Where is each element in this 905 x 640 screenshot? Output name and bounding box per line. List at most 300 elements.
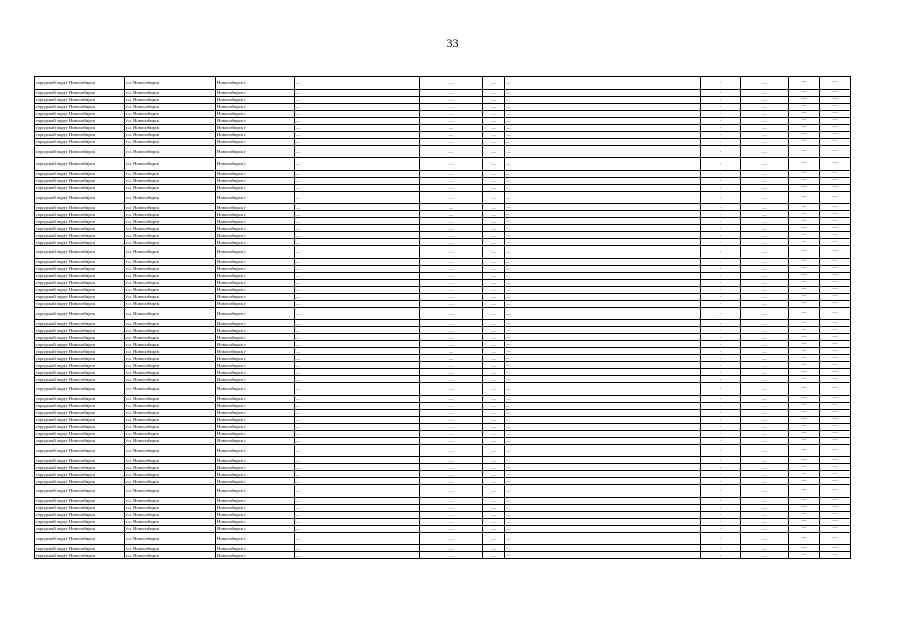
build-year-cell: — (483, 77, 505, 90)
end-year-cell: — (820, 334, 851, 341)
municipality-cell: городской округ Новосибирск (35, 457, 125, 464)
house-number-cell: — (420, 138, 483, 145)
cost-cell: - (701, 293, 741, 300)
build-year-cell: — (483, 218, 505, 225)
cost-cell: - (701, 170, 741, 177)
table-row (35, 334, 851, 341)
build-year-cell: — (483, 471, 505, 478)
build-year-cell: — (483, 293, 505, 300)
work-type-cell: — (505, 334, 701, 341)
cost-method-cell: — (741, 184, 789, 191)
settlement-cell: Новосибирск г (216, 191, 295, 204)
cost-method-cell: — (741, 383, 789, 396)
cost-method-cell: — (741, 89, 789, 96)
start-year-cell: — (789, 131, 820, 138)
cost-method-cell: — (741, 464, 789, 471)
table-row (35, 246, 851, 259)
cost-cell: - (701, 464, 741, 471)
street-cell: — (295, 170, 420, 177)
municipality-cell: городской округ Новосибирск (35, 307, 125, 320)
work-type-cell: — (505, 89, 701, 96)
start-year-cell: — (789, 369, 820, 376)
capital-repair-table (34, 76, 851, 559)
cost-cell: - (701, 204, 741, 211)
settlement-cell: Новосибирск г (216, 355, 295, 362)
work-type-cell: — (505, 511, 701, 518)
city-district-cell: г.о. Новосибирск (125, 355, 216, 362)
street-cell: — (295, 437, 420, 444)
settlement-cell: Новосибирск г (216, 225, 295, 232)
start-year-cell: — (789, 293, 820, 300)
table-row (35, 532, 851, 545)
work-type-cell: — (505, 204, 701, 211)
settlement-cell: Новосибирск г (216, 348, 295, 355)
table-row (35, 89, 851, 96)
work-type-cell: — (505, 191, 701, 204)
house-number-cell: — (420, 457, 483, 464)
street-cell: — (295, 545, 420, 552)
work-type-cell: — (505, 376, 701, 383)
city-district-cell: г.о. Новосибирск (125, 184, 216, 191)
street-cell: — (295, 272, 420, 279)
work-type-cell: — (505, 478, 701, 485)
house-number-cell: — (420, 131, 483, 138)
city-district-cell: г.о. Новосибирск (125, 362, 216, 369)
cost-cell: - (701, 376, 741, 383)
cost-cell: - (701, 103, 741, 110)
street-cell: — (295, 511, 420, 518)
end-year-cell: — (820, 272, 851, 279)
work-type-cell: — (505, 545, 701, 552)
end-year-cell: — (820, 204, 851, 211)
city-district-cell: г.о. Новосибирск (125, 430, 216, 437)
street-cell: — (295, 423, 420, 430)
city-district-cell: г.о. Новосибирск (125, 158, 216, 171)
build-year-cell: — (483, 369, 505, 376)
build-year-cell: — (483, 184, 505, 191)
start-year-cell: — (789, 341, 820, 348)
end-year-cell: — (820, 96, 851, 103)
work-type-cell: — (505, 211, 701, 218)
end-year-cell: — (820, 300, 851, 307)
cost-cell: - (701, 96, 741, 103)
street-cell: — (295, 362, 420, 369)
cost-method-cell: — (741, 511, 789, 518)
work-type-cell: — (505, 272, 701, 279)
start-year-cell: — (789, 286, 820, 293)
cost-method-cell: — (741, 225, 789, 232)
cost-method-cell: — (741, 423, 789, 430)
cost-method-cell: — (741, 457, 789, 464)
house-number-cell: — (420, 89, 483, 96)
start-year-cell: — (789, 300, 820, 307)
municipality-cell: городской округ Новосибирск (35, 124, 125, 131)
cost-method-cell: — (741, 293, 789, 300)
cost-cell: - (701, 497, 741, 504)
cost-method-cell: — (741, 307, 789, 320)
cost-method-cell: — (741, 341, 789, 348)
cost-method-cell: — (741, 239, 789, 246)
cost-cell: - (701, 320, 741, 327)
street-cell: — (295, 471, 420, 478)
city-district-cell: г.о. Новосибирск (125, 204, 216, 211)
build-year-cell: — (483, 246, 505, 259)
cost-cell: - (701, 177, 741, 184)
end-year-cell: — (820, 383, 851, 396)
municipality-cell: городской округ Новосибирск (35, 341, 125, 348)
table-row (35, 478, 851, 485)
end-year-cell: — (820, 103, 851, 110)
cost-method-cell: — (741, 117, 789, 124)
street-cell: — (295, 204, 420, 211)
build-year-cell: — (483, 341, 505, 348)
cost-method-cell: — (741, 334, 789, 341)
municipality-cell: городской округ Новосибирск (35, 518, 125, 525)
house-number-cell: — (420, 239, 483, 246)
house-number-cell: — (420, 293, 483, 300)
city-district-cell: г.о. Новосибирск (125, 348, 216, 355)
cost-method-cell: — (741, 110, 789, 117)
end-year-cell: — (820, 552, 851, 559)
street-cell: — (295, 485, 420, 498)
city-district-cell: г.о. Новосибирск (125, 383, 216, 396)
build-year-cell: — (483, 416, 505, 423)
cost-method-cell: — (741, 362, 789, 369)
table-row (35, 511, 851, 518)
city-district-cell: г.о. Новосибирск (125, 77, 216, 90)
street-cell: — (295, 138, 420, 145)
build-year-cell: — (483, 177, 505, 184)
work-type-cell: — (505, 131, 701, 138)
municipality-cell: городской округ Новосибирск (35, 239, 125, 246)
build-year-cell: — (483, 117, 505, 124)
cost-method-cell: — (741, 138, 789, 145)
work-type-cell: — (505, 279, 701, 286)
street-cell: — (295, 383, 420, 396)
municipality-cell: городской округ Новосибирск (35, 145, 125, 158)
end-year-cell: — (820, 471, 851, 478)
cost-cell: - (701, 383, 741, 396)
settlement-cell: Новосибирск г (216, 545, 295, 552)
build-year-cell: — (483, 204, 505, 211)
work-type-cell: — (505, 471, 701, 478)
municipality-cell: городской округ Новосибирск (35, 258, 125, 265)
build-year-cell: — (483, 402, 505, 409)
street-cell: — (295, 518, 420, 525)
work-type-cell: — (505, 265, 701, 272)
settlement-cell: Новосибирск г (216, 402, 295, 409)
work-type-cell: — (505, 532, 701, 545)
start-year-cell: — (789, 471, 820, 478)
build-year-cell: — (483, 430, 505, 437)
table-row (35, 362, 851, 369)
city-district-cell: г.о. Новосибирск (125, 327, 216, 334)
city-district-cell: г.о. Новосибирск (125, 497, 216, 504)
end-year-cell: — (820, 416, 851, 423)
build-year-cell: — (483, 464, 505, 471)
table-row (35, 239, 851, 246)
cost-method-cell: — (741, 191, 789, 204)
city-district-cell: г.о. Новосибирск (125, 124, 216, 131)
end-year-cell: — (820, 457, 851, 464)
house-number-cell: — (420, 525, 483, 532)
work-type-cell: — (505, 103, 701, 110)
settlement-cell: Новосибирск г (216, 383, 295, 396)
end-year-cell: — (820, 320, 851, 327)
cost-cell: - (701, 89, 741, 96)
cost-method-cell: — (741, 518, 789, 525)
build-year-cell: — (483, 110, 505, 117)
house-number-cell: — (420, 184, 483, 191)
house-number-cell: — (420, 423, 483, 430)
end-year-cell: — (820, 110, 851, 117)
build-year-cell: — (483, 145, 505, 158)
end-year-cell: — (820, 177, 851, 184)
municipality-cell: городской округ Новосибирск (35, 362, 125, 369)
cost-method-cell: — (741, 279, 789, 286)
build-year-cell: — (483, 124, 505, 131)
start-year-cell: — (789, 265, 820, 272)
city-district-cell: г.о. Новосибирск (125, 532, 216, 545)
end-year-cell: — (820, 232, 851, 239)
start-year-cell: — (789, 117, 820, 124)
municipality-cell: городской округ Новосибирск (35, 246, 125, 259)
settlement-cell: Новосибирск г (216, 416, 295, 423)
cost-method-cell: — (741, 145, 789, 158)
settlement-cell: Новосибирск г (216, 376, 295, 383)
build-year-cell: — (483, 478, 505, 485)
settlement-cell: Новосибирск г (216, 341, 295, 348)
cost-method-cell: — (741, 437, 789, 444)
street-cell: — (295, 320, 420, 327)
cost-method-cell: — (741, 300, 789, 307)
street-cell: — (295, 145, 420, 158)
start-year-cell: — (789, 464, 820, 471)
city-district-cell: г.о. Новосибирск (125, 218, 216, 225)
settlement-cell: Новосибирск г (216, 532, 295, 545)
settlement-cell: Новосибирск г (216, 239, 295, 246)
end-year-cell: — (820, 170, 851, 177)
start-year-cell: — (789, 457, 820, 464)
cost-method-cell: — (741, 265, 789, 272)
street-cell: — (295, 177, 420, 184)
house-number-cell: — (420, 485, 483, 498)
municipality-cell: городской округ Новосибирск (35, 497, 125, 504)
work-type-cell: — (505, 307, 701, 320)
end-year-cell: — (820, 402, 851, 409)
start-year-cell: — (789, 124, 820, 131)
municipality-cell: городской округ Новосибирск (35, 265, 125, 272)
table-row (35, 409, 851, 416)
city-district-cell: г.о. Новосибирск (125, 279, 216, 286)
settlement-cell: Новосибирск г (216, 327, 295, 334)
start-year-cell: — (789, 497, 820, 504)
street-cell: — (295, 279, 420, 286)
house-number-cell: — (420, 77, 483, 90)
cost-cell: - (701, 341, 741, 348)
work-type-cell: — (505, 341, 701, 348)
start-year-cell: — (789, 77, 820, 90)
house-number-cell: — (420, 145, 483, 158)
work-type-cell: — (505, 117, 701, 124)
house-number-cell: — (420, 286, 483, 293)
cost-cell: - (701, 300, 741, 307)
start-year-cell: — (789, 246, 820, 259)
cost-cell: - (701, 258, 741, 265)
cost-method-cell: — (741, 246, 789, 259)
city-district-cell: г.о. Новосибирск (125, 145, 216, 158)
end-year-cell: — (820, 511, 851, 518)
house-number-cell: — (420, 124, 483, 131)
table-row (35, 545, 851, 552)
city-district-cell: г.о. Новосибирск (125, 545, 216, 552)
build-year-cell: — (483, 348, 505, 355)
house-number-cell: — (420, 341, 483, 348)
street-cell: — (295, 552, 420, 559)
end-year-cell: — (820, 327, 851, 334)
table-row (35, 103, 851, 110)
street-cell: — (295, 184, 420, 191)
house-number-cell: — (420, 211, 483, 218)
end-year-cell: — (820, 444, 851, 457)
settlement-cell: Новосибирск г (216, 158, 295, 171)
house-number-cell: — (420, 300, 483, 307)
page-number: 33 (446, 36, 459, 50)
build-year-cell: — (483, 362, 505, 369)
cost-method-cell: — (741, 327, 789, 334)
work-type-cell: — (505, 430, 701, 437)
street-cell: — (295, 402, 420, 409)
settlement-cell: Новосибирск г (216, 409, 295, 416)
cost-cell: - (701, 307, 741, 320)
house-number-cell: — (420, 232, 483, 239)
table-row (35, 504, 851, 511)
cost-cell: - (701, 430, 741, 437)
work-type-cell: — (505, 300, 701, 307)
end-year-cell: — (820, 138, 851, 145)
cost-cell: - (701, 552, 741, 559)
municipality-cell: городской округ Новосибирск (35, 478, 125, 485)
house-number-cell: — (420, 258, 483, 265)
start-year-cell: — (789, 409, 820, 416)
table-row (35, 300, 851, 307)
start-year-cell: — (789, 376, 820, 383)
start-year-cell: — (789, 96, 820, 103)
build-year-cell: — (483, 300, 505, 307)
cost-cell: - (701, 265, 741, 272)
house-number-cell: — (420, 376, 483, 383)
settlement-cell: Новосибирск г (216, 320, 295, 327)
house-number-cell: — (420, 430, 483, 437)
work-type-cell: — (505, 355, 701, 362)
house-number-cell: — (420, 497, 483, 504)
street-cell: — (295, 286, 420, 293)
cost-method-cell: — (741, 232, 789, 239)
city-district-cell: г.о. Новосибирск (125, 409, 216, 416)
house-number-cell: — (420, 383, 483, 396)
cost-method-cell: — (741, 320, 789, 327)
build-year-cell: — (483, 286, 505, 293)
table-row (35, 518, 851, 525)
settlement-cell: Новосибирск г (216, 211, 295, 218)
settlement-cell: Новосибирск г (216, 369, 295, 376)
start-year-cell: — (789, 211, 820, 218)
build-year-cell: — (483, 444, 505, 457)
build-year-cell: — (483, 211, 505, 218)
settlement-cell: Новосибирск г (216, 77, 295, 90)
municipality-cell: городской округ Новосибирск (35, 89, 125, 96)
street-cell: — (295, 103, 420, 110)
table-row (35, 341, 851, 348)
house-number-cell: — (420, 552, 483, 559)
end-year-cell: — (820, 184, 851, 191)
cost-cell: - (701, 369, 741, 376)
table-row (35, 286, 851, 293)
end-year-cell: — (820, 239, 851, 246)
city-district-cell: г.о. Новосибирск (125, 96, 216, 103)
street-cell: — (295, 265, 420, 272)
street-cell: — (295, 211, 420, 218)
build-year-cell: — (483, 89, 505, 96)
city-district-cell: г.о. Новосибирск (125, 117, 216, 124)
cost-cell: - (701, 348, 741, 355)
cost-method-cell: — (741, 258, 789, 265)
municipality-cell: городской округ Новосибирск (35, 416, 125, 423)
table-row (35, 320, 851, 327)
cost-method-cell: — (741, 218, 789, 225)
table-row (35, 191, 851, 204)
house-number-cell: — (420, 204, 483, 211)
street-cell: — (295, 191, 420, 204)
work-type-cell: — (505, 504, 701, 511)
municipality-cell: городской округ Новосибирск (35, 110, 125, 117)
cost-method-cell: — (741, 416, 789, 423)
build-year-cell: — (483, 320, 505, 327)
house-number-cell: — (420, 355, 483, 362)
house-number-cell: — (420, 444, 483, 457)
table-row (35, 348, 851, 355)
settlement-cell: Новосибирск г (216, 265, 295, 272)
cost-cell: - (701, 239, 741, 246)
build-year-cell: — (483, 511, 505, 518)
start-year-cell: — (789, 89, 820, 96)
cost-method-cell: — (741, 272, 789, 279)
cost-method-cell: — (741, 545, 789, 552)
end-year-cell: — (820, 218, 851, 225)
street-cell: — (295, 376, 420, 383)
settlement-cell: Новосибирск г (216, 478, 295, 485)
start-year-cell: — (789, 348, 820, 355)
table-row (35, 77, 851, 90)
municipality-cell: городской округ Новосибирск (35, 286, 125, 293)
cost-cell: - (701, 471, 741, 478)
municipality-cell: городской округ Новосибирск (35, 211, 125, 218)
street-cell: — (295, 464, 420, 471)
end-year-cell: — (820, 145, 851, 158)
settlement-cell: Новосибирск г (216, 96, 295, 103)
start-year-cell: — (789, 430, 820, 437)
table-row (35, 525, 851, 532)
cost-method-cell: — (741, 211, 789, 218)
build-year-cell: — (483, 395, 505, 402)
street-cell: — (295, 504, 420, 511)
work-type-cell: — (505, 525, 701, 532)
city-district-cell: г.о. Новосибирск (125, 437, 216, 444)
build-year-cell: — (483, 525, 505, 532)
work-type-cell: — (505, 258, 701, 265)
house-number-cell: — (420, 362, 483, 369)
municipality-cell: городской округ Новосибирск (35, 504, 125, 511)
